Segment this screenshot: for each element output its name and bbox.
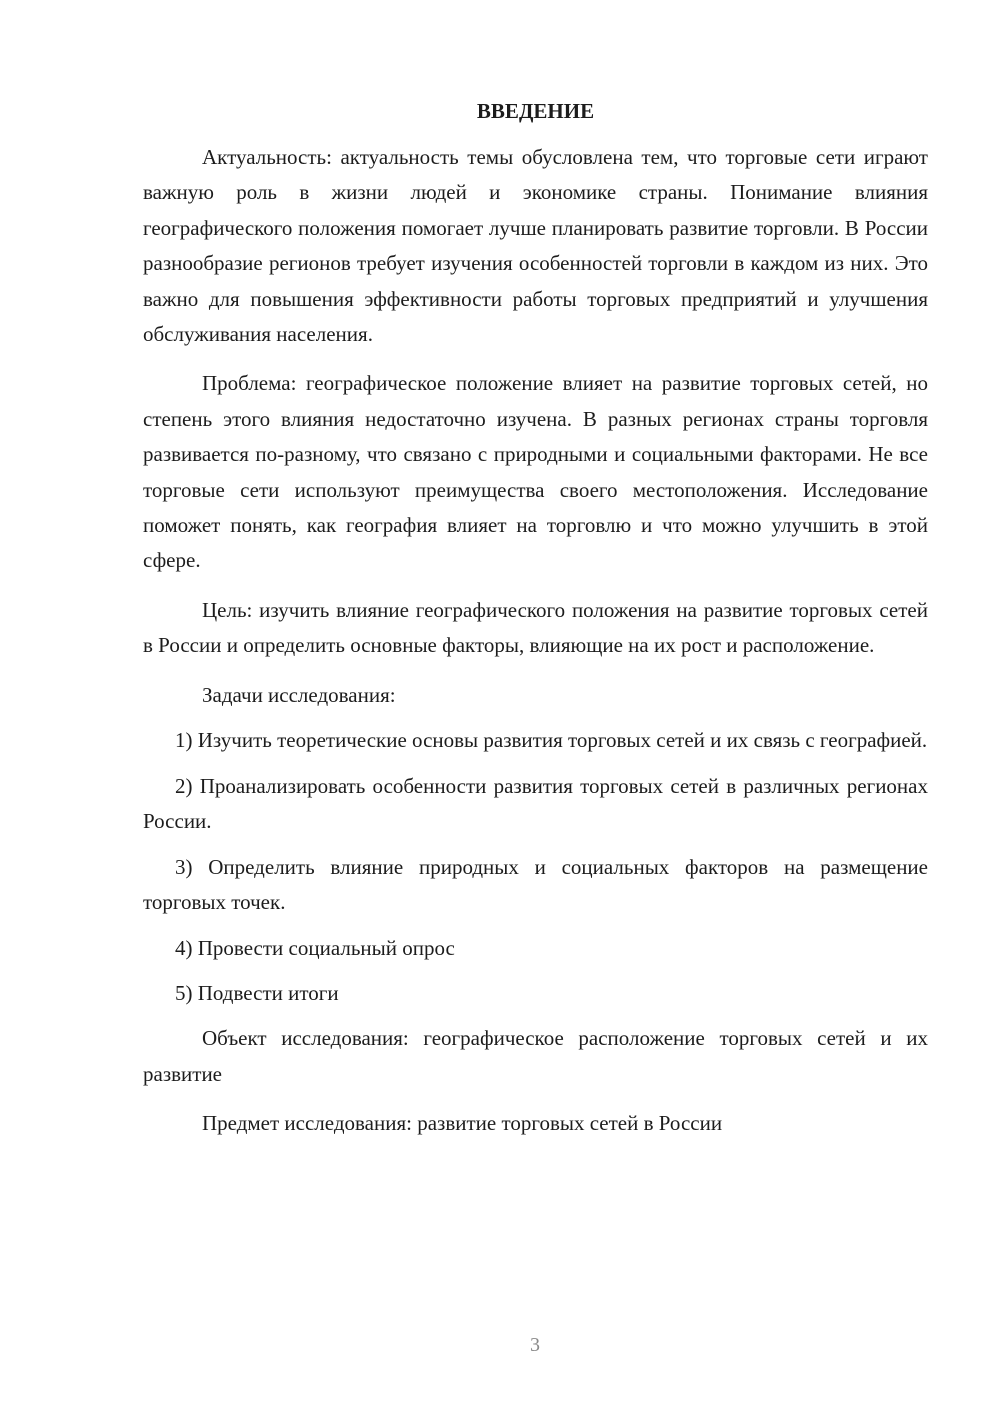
paragraph-tasks-intro: Задачи исследования: [202,682,396,707]
page-title: ВВЕДЕНИЕ [476,99,595,123]
paragraph-object: Объект исследования: географическое расположение торговых сетей и их развитие [143,1026,928,1086]
task-item-4: 4) Провести социальный опрос [175,936,455,961]
paragraph-goal: Цель: изучить влияние географического положения на развитие торговых сетей в России и определить основные факторы, влияющие на их рост и расположение. [143,597,928,658]
task-item-2: 2) Проанализировать особенности развития торговых сетей в различных регионах России. [143,774,928,834]
task-item-1: 1) Изучить теоретические основы развития торговых сетей и их связь с географией. [175,728,928,753]
page-body [143,96,928,1155]
task-item-5: 5) Подвести итоги [175,981,339,1006]
task-list [143,723,928,1011]
paragraph-subject: Предмет исследования: развитие торговых сетей в России [202,1110,723,1135]
page-number: 3 [530,1334,540,1356]
paragraph-problem: Проблема: географическое положение влияет на развитие торговых сетей, но степень этого влияния недостаточно изучена. В разных регионах страны торговля развивается по-разному, что связано с природными и социальными факторами. Не все торговые сети используют преимущества своего местоположения. Исследование поможет понять, как география влияет на торговлю и что можно улучшить в этой сфере. [143,371,928,573]
paragraph-relevance: Актуальность: актуальность темы обусловлена тем, что торговые сети играют важную роль в жизни людей и экономике страны. Понимание влияния географического положения помогает лучше планировать развитие торговли. В России разнообразие регионов требует изучения особенностей торговли в каждом из них. Это важно для повышения эффективности работы торговых предприятий и улучшения обслуживания населения. [143,145,928,347]
task-item-3: 3) Определить влияние природных и социальных факторов на размещение торговых точек. [143,855,928,915]
